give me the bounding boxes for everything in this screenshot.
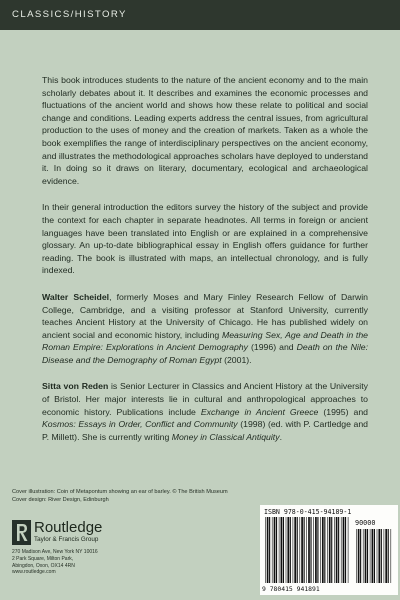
price-code: 90000 xyxy=(355,519,376,527)
barcode-bar xyxy=(360,529,361,583)
barcode-bar xyxy=(345,517,346,583)
address-line: www.routledge.com xyxy=(12,569,56,576)
barcode-bar xyxy=(313,517,314,583)
bio-text: . xyxy=(279,431,282,442)
barcode-bar xyxy=(370,529,371,583)
bio-text: (1995) and xyxy=(318,406,368,417)
barcode-bar xyxy=(388,529,389,583)
barcode-bar xyxy=(336,517,338,583)
barcode-bar xyxy=(327,517,328,583)
bio-text: , formerly Moses and Mary Finley Research Fellow of Darwin College, Cambridge, and a visiting professor at Stanford University, currently teaches Ancient History at the University of Chicago. He has published widely on ancient social and economic history, including xyxy=(42,291,368,340)
book-title: Exchange in Ancient Greece xyxy=(200,406,319,417)
barcode-digits: 9 780415 941891 xyxy=(262,585,320,593)
barcode-bar xyxy=(267,517,269,583)
barcode-bar xyxy=(287,517,289,583)
barcode-bar xyxy=(348,517,349,583)
barcode-bar xyxy=(274,517,276,583)
isbn-barcode xyxy=(260,505,398,595)
barcode-bar xyxy=(294,517,296,583)
barcode-bar xyxy=(293,517,294,583)
barcode-bar xyxy=(322,517,324,583)
author-name: Sitta von Reden xyxy=(42,381,109,392)
barcode-bar xyxy=(374,529,375,583)
series-header-bar xyxy=(0,0,400,30)
book-title: Death on the Nile: Disease and the Demography of Roman Egypt xyxy=(42,342,368,365)
barcode-bar xyxy=(358,529,360,583)
address-line: Abingdon, Oxon, OX14 4RN xyxy=(12,562,75,569)
barcode-bar xyxy=(301,517,303,583)
barcode-bar xyxy=(315,517,317,583)
barcode-bar xyxy=(286,517,287,583)
blurb-paragraph: This book introduces students to the nature of the ancient economy and to the main scholarly debates about it. It describes and examines the economic processes and fluctuations of the ancient world and shows how these relate to political and social change and conditions. Leading experts address the central issues, from agricultural production to the uses of money and the creation of markets. Taken as a whole the book exemplifies the range of interdisciplinary perspectives on the ancient economy, and illustrates the methodological approaches scholars have deployed to understand it. In doing so it draws on literary, documentary, ecological and archaeological evidence. xyxy=(42,75,368,186)
barcode-bar xyxy=(272,517,273,583)
barcode-bar xyxy=(331,517,332,583)
barcode-bar xyxy=(372,529,374,583)
series-label: CLASSICS/HISTORY xyxy=(12,9,127,20)
barcode-bar xyxy=(269,517,270,583)
barcode-bar xyxy=(391,529,392,583)
illustration-credit: Cover illustration: Coin of Metapontum showing an ear of barley. © The British Museum xyxy=(12,489,228,495)
barcode-bar xyxy=(283,517,284,583)
barcode-bar xyxy=(341,517,342,583)
publisher-group: Taylor & Francis Group xyxy=(34,536,99,543)
barcode-bar xyxy=(324,517,325,583)
blurb-paragraph: In their general introduction the editors survey the history of the subject and provide the context for each chapter in separate headnotes. All terms in foreign or ancient languages have been translated into English or are explained in a comprehensive glossary. An up-to-date bibliographical essay in English offers guidance for further reading. The book is illustrated with maps, an intellectual chronology, and is fully indexed. xyxy=(42,202,368,276)
barcode-bar xyxy=(363,529,364,583)
barcode-bar xyxy=(306,517,307,583)
barcode-bar xyxy=(265,517,266,583)
barcode-bar xyxy=(290,517,291,583)
author-bio-von-reden xyxy=(42,380,368,443)
design-credit: Cover design: River Design, Edinburgh xyxy=(12,497,109,503)
address-line: 270 Madison Ave, New York NY 10016 xyxy=(12,549,98,555)
bio-text: (2001). xyxy=(221,354,252,365)
barcode-bar xyxy=(279,517,280,583)
bio-text: is Senior Lecturer in Classics and Ancient History at the University of Bristol. Her major interests lie in cultural and anthropological approaches to economic history. Publications include xyxy=(42,381,368,417)
isbn-label: ISBN 978-0-415-94189-1 xyxy=(264,508,352,516)
barcode-bar xyxy=(304,517,305,583)
publisher-name: Routledge xyxy=(34,519,103,536)
barcode-bar xyxy=(308,517,310,583)
barcode-bar xyxy=(338,517,339,583)
book-title: Measuring Sex, Age and Death in the Roman Empire: Explorations in Ancient Demography xyxy=(42,329,369,353)
barcode-bar xyxy=(329,517,331,583)
bio-text: (1998) (ed. with P. Cartledge and P. Millett). She is currently writing xyxy=(42,419,368,442)
barcode-bar xyxy=(356,529,357,583)
cover-text xyxy=(42,74,368,457)
barcode-bar xyxy=(281,517,283,583)
barcode-bar xyxy=(378,529,380,583)
barcode-bar xyxy=(310,517,311,583)
author-bio-scheidel xyxy=(42,291,368,367)
barcode-bar xyxy=(297,517,298,583)
cover-credits xyxy=(12,488,388,504)
barcode-bar xyxy=(334,517,335,583)
barcode-bar xyxy=(276,517,277,583)
bio-text: (1996) and xyxy=(247,342,297,353)
barcode-bar xyxy=(343,517,345,583)
book-title: Kosmos: Essays in Order, Conflict and Community xyxy=(42,419,238,430)
barcode-bar xyxy=(317,517,318,583)
address-line: 2 Park Square, Milton Park, xyxy=(12,555,74,562)
book-title: Money in Classical Antiquity xyxy=(171,431,280,442)
barcode-bar xyxy=(365,529,367,583)
barcode-bar xyxy=(320,517,321,583)
barcode-bar xyxy=(384,529,385,583)
barcode-bar xyxy=(381,529,382,583)
barcode-bar xyxy=(300,517,301,583)
barcode-bar xyxy=(367,529,368,583)
routledge-r-icon xyxy=(12,520,31,545)
addon-barcode-bars xyxy=(355,529,393,585)
publisher-address xyxy=(12,549,98,576)
barcode-bar xyxy=(385,529,387,583)
ean-barcode-bars xyxy=(264,517,350,585)
author-name: Walter Scheidel xyxy=(42,291,110,302)
barcode-bar xyxy=(377,529,378,583)
